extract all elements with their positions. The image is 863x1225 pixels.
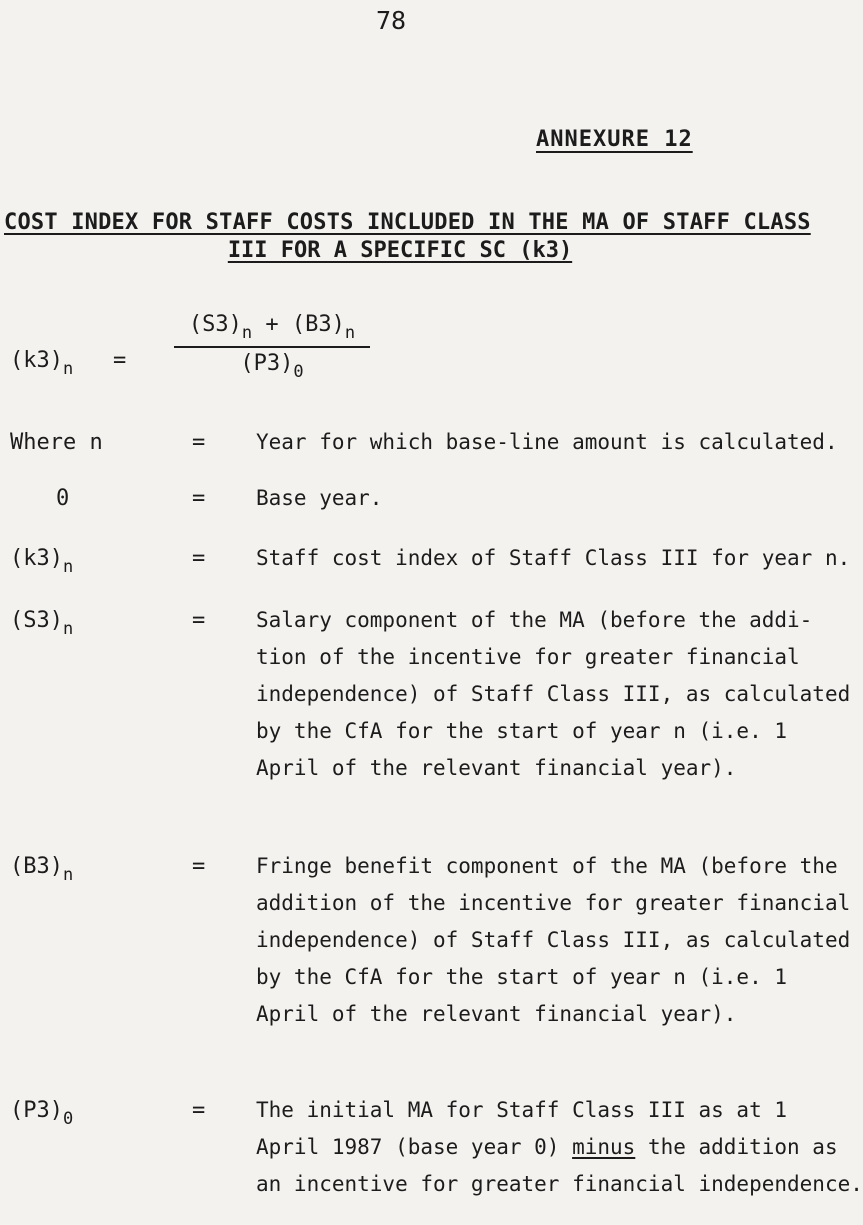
equals-p3: = [192, 1098, 206, 1123]
term-b3-symbol: (B3) [10, 854, 63, 879]
term-k3-symbol: (k3) [10, 546, 63, 571]
definition-b3-line: addition of the incentive for greater financial [256, 891, 851, 915]
term-n-symbol: n [89, 430, 103, 455]
definition-b3-line: by the CfA for the start of year n (i.e. 1 [256, 965, 788, 989]
term-k3-subscript: n [62, 557, 74, 577]
formula-b3-subscript: n [344, 323, 356, 343]
definition-s3-line: Salary component of the MA (before the addi- [256, 608, 813, 632]
term-s3-subscript: n [62, 619, 74, 639]
annexure-label: ANNEXURE 12 [536, 127, 693, 152]
definition-k3: Staff cost index of Staff Class III for year n. [256, 546, 851, 570]
minus-underlined: minus [572, 1135, 636, 1159]
formula-b3: (B3) [291, 312, 345, 337]
formula-fraction [172, 312, 372, 382]
term-p3-symbol: (P3) [10, 1098, 63, 1123]
definition-term-p3 [10, 1098, 73, 1129]
definition-p3 [256, 1092, 863, 1203]
equals-n: = [192, 430, 206, 455]
equals-k3: = [192, 546, 206, 571]
definition-zero: Base year. [256, 486, 383, 510]
p3-line2-start: April 1987 (base year 0) [256, 1135, 573, 1159]
definition-s3-line: independence) of Staff Class III, as calculated [256, 682, 851, 706]
definition-s3-line: by the CfA for the start of year n (i.e. 1 [256, 719, 788, 743]
term-s3-symbol: (S3) [10, 608, 63, 633]
definition-term-s3 [10, 608, 73, 639]
formula-s3-subscript: n [241, 323, 253, 343]
formula-p3: (P3) [240, 351, 294, 376]
formula-lhs-subscript: n [62, 359, 74, 379]
formula-lhs-symbol: (k3) [10, 348, 63, 373]
term-p3-subscript: 0 [62, 1109, 74, 1129]
equals-zero: = [192, 486, 206, 511]
formula-p3-subscript: 0 [293, 362, 304, 382]
formula-plus: + [265, 312, 279, 337]
definition-b3-line: independence) of Staff Class III, as calculated [256, 928, 851, 952]
definition-p3-line [256, 1129, 838, 1166]
definition-p3-line: an incentive for greater financial independence. [256, 1172, 863, 1196]
definition-term-n [10, 430, 103, 455]
definition-term-zero: 0 [56, 486, 70, 511]
formula-lhs [10, 348, 126, 379]
page-number: 78 [376, 6, 407, 35]
p3-line2-end: the addition as [635, 1135, 838, 1159]
document-heading-line-2: III FOR A SPECIFIC SC (k3) [227, 238, 573, 263]
definition-b3-line: April of the relevant financial year). [256, 1002, 737, 1026]
term-b3-subscript: n [62, 865, 74, 885]
definition-b3-line: Fringe benefit component of the MA (before the [256, 854, 838, 878]
definition-s3 [256, 602, 851, 787]
document-heading-line-1: COST INDEX FOR STAFF COSTS INCLUDED IN THE MA OF STAFF CLASS [4, 210, 811, 235]
formula-s3: (S3) [188, 312, 242, 337]
where-word: Where [10, 430, 77, 455]
definition-term-b3 [10, 854, 73, 885]
formula-numerator [172, 312, 372, 346]
definition-term-k3 [10, 546, 73, 577]
equals-b3: = [192, 854, 206, 879]
definition-n: Year for which base-line amount is calculated. [256, 430, 838, 454]
formula-equals: = [112, 348, 127, 373]
definition-p3-line: The initial MA for Staff Class III as at 1 [256, 1098, 788, 1122]
formula-denominator [172, 348, 372, 382]
equals-s3: = [192, 608, 206, 633]
definition-s3-line: tion of the incentive for greater financial [256, 645, 800, 669]
definition-s3-line: April of the relevant financial year). [256, 756, 737, 780]
definition-b3 [256, 848, 851, 1033]
